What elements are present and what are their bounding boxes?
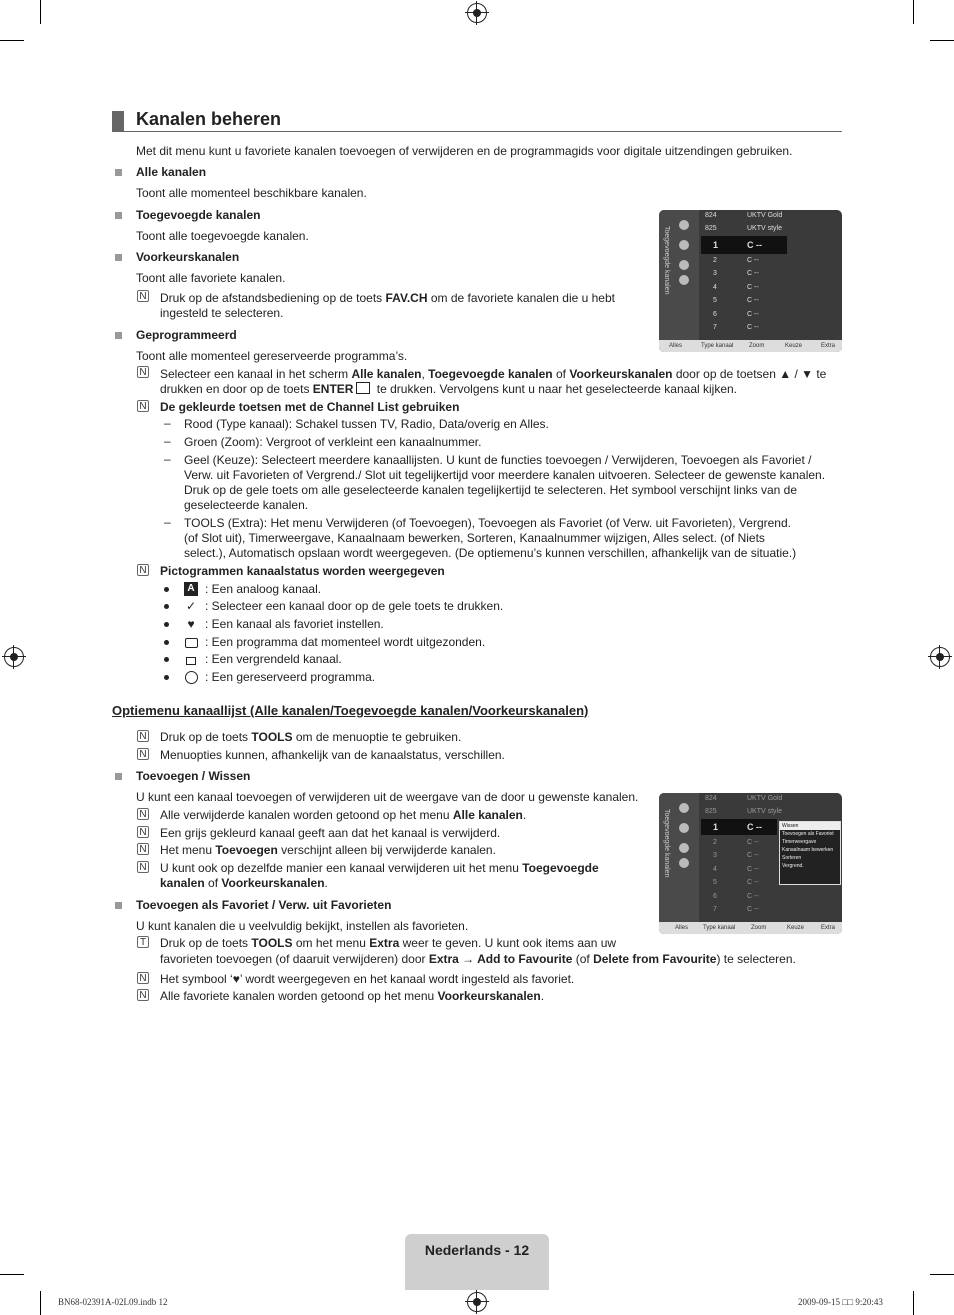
dash-geel-3: Druk op de gele toets om alle geselecteerde kanalen tegelijkertijd te selecteren. Het symbool verschijnt links van de — [184, 483, 797, 497]
item-text-voorkeur: Toont alle favoriete kanalen. — [136, 271, 286, 285]
dash-tools-1: TOOLS (Extra): Het menu Verwijderen (of Toevoegen), Toevoegen als Favoriet (of Verw. uit Favorieten), Vergrend. — [184, 516, 791, 530]
registration-mark-icon — [467, 1292, 487, 1312]
channel-row[interactable]: 3 C -- — [713, 852, 759, 859]
crop-mark — [930, 40, 954, 41]
popup-item[interactable]: Timerweergave — [782, 839, 817, 845]
bullet-square — [115, 254, 122, 261]
channel-row-selected[interactable]: 1 C -- — [701, 236, 787, 254]
item-text-alle: Toont alle momenteel beschikbare kanalen. — [136, 186, 367, 200]
item-text-toegevoegd: Toont alle toegevoegde kanalen. — [136, 229, 309, 243]
page-number: Nederlands - 12 — [424, 1242, 530, 1258]
dash: – — [164, 416, 171, 430]
favoriet-note-1-cont: favorieten toevoegen (of daaruit verwijderen) door Extra → Add to Favourite (of Delete from Favourite) te selecteren. — [160, 952, 796, 966]
note-icon: N — [137, 564, 149, 576]
all-icon — [679, 803, 689, 813]
picto-text-0: : Een analoog kanaal. — [205, 582, 322, 596]
crop-mark — [40, 1291, 41, 1315]
clock-icon — [184, 670, 198, 684]
bullet-square — [115, 169, 122, 176]
note-icon: N — [137, 730, 149, 742]
note-icon: N — [137, 290, 149, 302]
note-colored-head: De gekleurde toetsen met de Channel List gebruiken — [160, 400, 460, 414]
heart-icon: ♥ — [187, 617, 195, 631]
bullet-dot — [164, 640, 169, 645]
registration-mark-icon — [4, 647, 24, 667]
note-icon: N — [137, 748, 149, 760]
popup-item[interactable]: Toevoegen als Favoriet — [782, 831, 834, 837]
channel-row[interactable]: 825 UKTV style — [705, 808, 783, 815]
favoriet-text: U kunt kanalen die u veelvuldig bekijkt, instellen als favorieten. — [136, 919, 469, 933]
tv-icon — [184, 635, 198, 649]
wissen-note-4: U kunt ook op dezelfde manier een kanaal verwijderen uit het menu Toegevoegde — [160, 861, 599, 875]
note-icon: N — [137, 808, 149, 820]
all-icon — [679, 220, 689, 230]
channel-list-tools-screen — [659, 793, 842, 934]
tools-popup-menu — [779, 821, 841, 885]
picto-text-2: : Een kanaal als favoriet instellen. — [205, 617, 384, 631]
item-text-geprog: Toont alle momenteel gereserveerde programma’s. — [136, 349, 408, 363]
note-select-2: drukken en door op de toets ENTER te drukken. Vervolgens kunt u naar het geselecteerde kanaal kijken. — [160, 382, 738, 396]
bullet-dot — [164, 622, 169, 627]
note-icon: N — [137, 400, 149, 412]
heart-icon — [679, 260, 689, 270]
dash: – — [164, 515, 171, 529]
screen-sidebar — [659, 793, 699, 924]
note-fav: Druk op de afstandsbediening op de toets FAV.CH om de favoriete kanalen die u hebt — [160, 291, 615, 305]
bullet-square — [115, 332, 122, 339]
dash-tools-3: select.), Automatisch opslaan wordt weergegeven. (De optiemenu’s kunnen verschillen, afhankelijk van de situatie.) — [184, 546, 797, 560]
channel-row[interactable]: 4 C -- — [713, 866, 759, 873]
wissen-note-4-cont: kanalen of Voorkeurskanalen. — [160, 876, 328, 890]
picto-text-4: : Een vergrendeld kanaal. — [205, 652, 342, 666]
channel-row[interactable]: 7 C -- — [713, 324, 759, 331]
crop-mark — [40, 0, 41, 24]
channel-row[interactable]: 4 C -- — [713, 284, 759, 291]
optie-note-2: Menuopties kunnen, afhankelijk van de kanaalstatus, verschillen. — [160, 748, 505, 762]
note-icon: N — [137, 366, 149, 378]
screen-vertical-label: Toegevoegde kanalen — [663, 809, 670, 878]
screen-footer: Alles Type kanaal Zoom Keuze Extra — [659, 340, 842, 352]
tv-icon — [679, 240, 689, 250]
note-fav-cont: ingesteld te selecteren. — [160, 306, 284, 320]
popup-item[interactable]: Vergrend. — [782, 863, 804, 869]
item-head-alle: Alle kanalen — [136, 165, 207, 179]
bullet-square — [115, 902, 122, 909]
picto-text-3: : Een programma dat momenteel wordt uitgezonden. — [205, 635, 486, 649]
screen-vertical-label: Toegevoegde kanalen — [663, 226, 670, 295]
favoriet-note-1: Druk op de toets TOOLS om het menu Extra weer te geven. U kunt ook items aan uw — [160, 936, 617, 950]
tv-icon — [679, 823, 689, 833]
favoriet-note-2: Het symbool ‘♥’ wordt weergegeven en het kanaal wordt ingesteld als favoriet. — [160, 972, 575, 986]
pictos-head: Pictogrammen kanaalstatus worden weergegeven — [160, 564, 445, 578]
wissen-text: U kunt een kanaal toevoegen of verwijderen uit de weergave van de door u gewenste kanalen. — [136, 790, 639, 804]
bullet-square — [115, 212, 122, 219]
intro-text: Met dit menu kunt u favoriete kanalen toevoegen of verwijderen en de programmagids voor digitale uitzendingen gebruiken. — [136, 144, 793, 158]
bullet-square — [115, 773, 122, 780]
wissen-note-2: Een grijs gekleurd kanaal geeft aan dat het kanaal is verwijderd. — [160, 826, 501, 840]
channel-row[interactable]: 2 C -- — [713, 839, 759, 846]
picto-text-1: : Selecteer een kanaal door op de gele toets te drukken. — [205, 599, 504, 613]
clock-icon — [679, 858, 689, 868]
wissen-head: Toevoegen / Wissen — [136, 769, 251, 783]
analog-a-icon: A — [184, 582, 198, 596]
channel-row[interactable]: 825 UKTV style — [705, 225, 783, 232]
print-footer-right: 2009-09-15 □□ 9:20:43 — [798, 1297, 883, 1307]
screen-sidebar — [659, 210, 699, 342]
lock-icon — [184, 652, 198, 666]
optie-note-1: Druk op de toets TOOLS om de menuoptie te gebruiken. — [160, 730, 462, 744]
favoriet-head: Toevoegen als Favoriet / Verw. uit Favorieten — [136, 898, 392, 912]
dash-geel-4: geselecteerde kanalen. — [184, 498, 309, 512]
favoriet-note-3: Alle favoriete kanalen worden getoond op het menu Voorkeurskanalen. — [160, 989, 545, 1003]
popup-item[interactable]: Sorteren — [782, 855, 802, 861]
dash-rood: Rood (Type kanaal): Schakel tussen TV, Radio, Data/overig en Alles. — [184, 417, 549, 431]
note-icon: N — [137, 989, 149, 1001]
wissen-note-3: Het menu Toevoegen verschijnt alleen bij verwijderde kanalen. — [160, 843, 496, 857]
picto-text-5: : Een gereserveerd programma. — [205, 670, 376, 684]
heart-icon — [679, 843, 689, 853]
popup-item[interactable]: Wissen — [780, 822, 840, 830]
note-select-1: Selecteer een kanaal in het scherm Alle kanalen, Toegevoegde kanalen of Voorkeurskanalen door op de toetsen ▲ / ▼ te — [160, 367, 827, 381]
dash-geel-2: Verw. uit Favorieten of Vergrend./ Slot uit tegelijkertijd voor meerdere kanalen uitvoeren. Selecteer de gewenste kanalen. — [184, 468, 826, 482]
note-icon: N — [137, 972, 149, 984]
optie-heading: Optiemenu kanaallijst (Alle kanalen/Toegevoegde kanalen/Voorkeurskanalen) — [112, 703, 589, 718]
popup-item[interactable]: Kanaalnaam bewerken — [782, 847, 834, 853]
page-number-tab — [405, 1234, 549, 1290]
crop-mark — [0, 1274, 24, 1275]
note-icon: N — [137, 861, 149, 873]
channel-row[interactable]: 7 C -- — [713, 906, 759, 913]
screen-footer: Alles Type kanaal Zoom Keuze Extra — [659, 922, 842, 934]
channel-row[interactable]: 2 C -- — [713, 257, 759, 264]
dash: – — [164, 434, 171, 448]
dash-geel-1: Geel (Keuze): Selecteert meerdere kanaallijsten. U kunt de functies toevoegen / Verwijderen, Toevoegen als Favoriet / — [184, 453, 812, 467]
registration-mark-icon — [467, 3, 487, 23]
title-marker — [112, 111, 124, 131]
channel-row[interactable]: 5 C -- — [713, 297, 759, 304]
bullet-dot — [164, 604, 169, 609]
bullet-dot — [164, 587, 169, 592]
enter-icon — [356, 382, 370, 394]
channel-row-selected[interactable]: 1 C -- — [701, 819, 777, 835]
crop-mark — [913, 0, 914, 24]
channel-row[interactable]: 6 C -- — [713, 311, 759, 318]
registration-mark-icon — [930, 647, 950, 667]
checkmark-icon: ✓ — [185, 599, 197, 613]
item-head-voorkeur: Voorkeurskanalen — [136, 250, 240, 264]
item-head-geprog: Geprogrammeerd — [136, 328, 237, 342]
clock-icon — [679, 275, 689, 285]
bullet-dot — [164, 675, 169, 680]
crop-mark — [930, 1274, 954, 1275]
dash: – — [164, 452, 171, 466]
note-icon: N — [137, 843, 149, 855]
channel-row[interactable]: 824 UKTV Gold — [705, 212, 783, 219]
channel-row[interactable]: 5 C -- — [713, 879, 759, 886]
bullet-dot — [164, 657, 169, 662]
channel-row[interactable]: 6 C -- — [713, 893, 759, 900]
tools-note-icon: T — [137, 936, 149, 948]
note-icon: N — [137, 826, 149, 838]
crop-mark — [0, 40, 24, 41]
wissen-note-1: Alle verwijderde kanalen worden getoond op het menu Alle kanalen. — [160, 808, 527, 822]
dash-groen: Groen (Zoom): Vergroot of verkleint een kanaalnummer. — [184, 435, 482, 449]
print-footer-left: BN68-02391A-02L09.indb 12 — [58, 1297, 168, 1307]
heart-icon: ♥ — [232, 972, 240, 986]
channel-list-screen — [659, 210, 842, 352]
page-title: Kanalen beheren — [136, 109, 282, 129]
item-head-toegevoegd: Toegevoegde kanalen — [136, 208, 261, 222]
channel-row[interactable]: 824 UKTV Gold — [705, 795, 783, 802]
dash-tools-2: (of Slot uit), Timerweergave, Kanaalnaam bewerken, Sorteren, Kanaalnummer wijzigen, Alles select. (of Niets — [184, 531, 765, 545]
crop-mark — [913, 1291, 914, 1315]
channel-row[interactable]: 3 C -- — [713, 270, 759, 277]
section-title-bar — [112, 109, 842, 132]
